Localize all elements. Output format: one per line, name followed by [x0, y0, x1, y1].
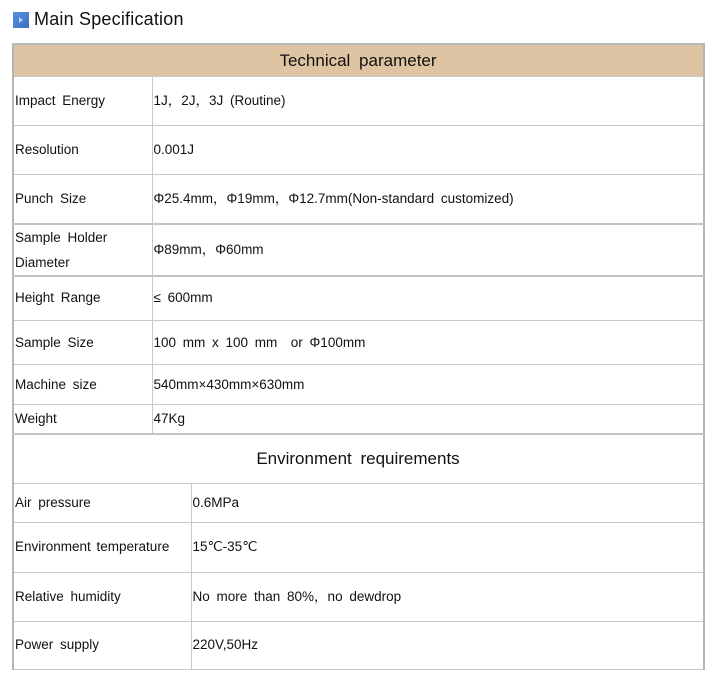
table-row [13, 483, 704, 522]
arrow-bullet-icon [13, 12, 29, 28]
table-row [13, 522, 704, 572]
table-row [13, 572, 704, 621]
row-value: 47Kg [152, 405, 704, 434]
row-label: Relative humidity [13, 572, 191, 621]
technical-header: Technical parameter [13, 44, 704, 77]
row-label: Height Range [13, 276, 152, 321]
row-label: Environment temperature [13, 522, 191, 572]
row-value: No more than 80%，no dewdrop [191, 572, 704, 621]
row-value: 0.001J [152, 126, 704, 175]
row-label: Punch Size [13, 175, 152, 224]
row-label: Sample Holder Diameter [13, 224, 152, 276]
table-row [13, 321, 704, 365]
row-value: 540mm×430mm×630mm [152, 365, 704, 405]
table-row [13, 126, 704, 175]
row-label: Machine size [13, 365, 152, 405]
spec-table [12, 43, 705, 670]
environment-header-row [13, 434, 704, 484]
table-row [13, 77, 704, 126]
section-title-text: Main Specification [34, 9, 184, 29]
table-row [13, 276, 704, 321]
table-row [13, 621, 704, 669]
row-value: 100 mm x 100 mm or Φ100mm [152, 321, 704, 365]
row-value: Φ89mm，Φ60mm [152, 224, 704, 276]
section-title [13, 9, 184, 30]
row-label: Sample Size [13, 321, 152, 365]
table-row [13, 224, 704, 276]
row-label: Weight [13, 405, 152, 434]
row-value: Φ25.4mm，Φ19mm，Φ12.7mm(Non-standard customized) [152, 175, 704, 224]
row-value: 0.6MPa [191, 483, 704, 522]
row-label: Impact Energy [13, 77, 152, 126]
table-row [13, 365, 704, 405]
table-row [13, 405, 704, 434]
row-value: 1J，2J，3J (Routine) [152, 77, 704, 126]
row-label: Power supply [13, 621, 191, 669]
row-value: 220V,50Hz [191, 621, 704, 669]
technical-header-row [13, 44, 704, 77]
environment-header: Environment requirements [13, 434, 704, 484]
row-label: Resolution [13, 126, 152, 175]
row-label: Air pressure [13, 483, 191, 522]
row-value: ≤ 600mm [152, 276, 704, 321]
table-row [13, 175, 704, 224]
row-value: 15℃-35℃ [191, 522, 704, 572]
